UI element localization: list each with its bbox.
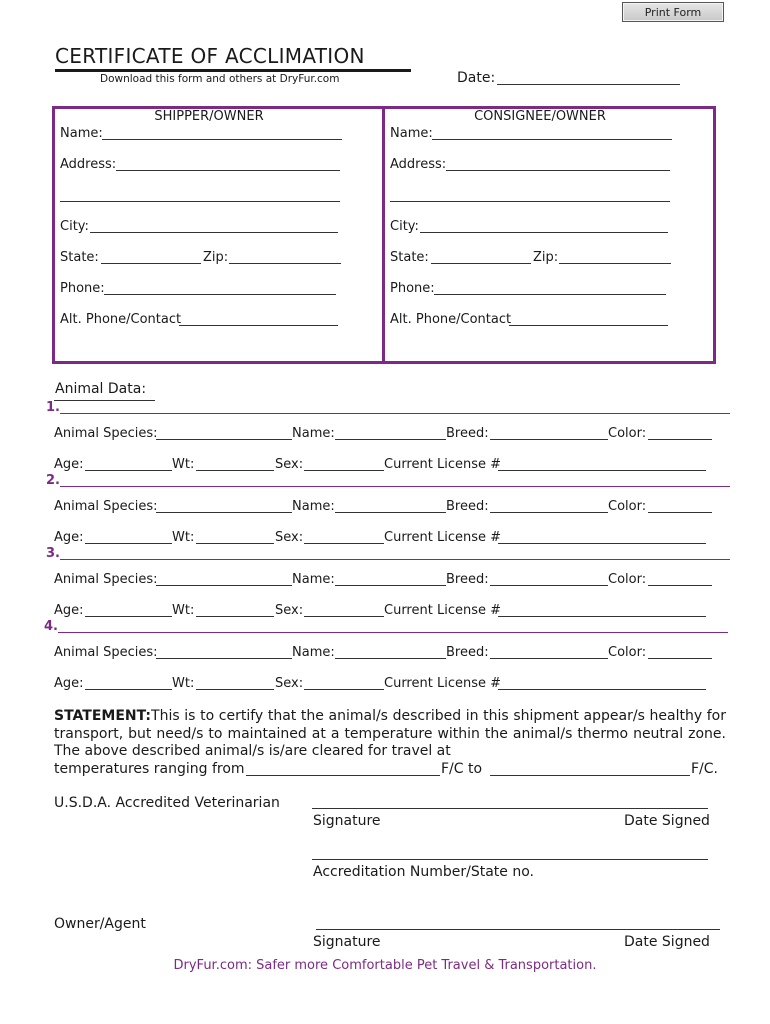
page-title: CERTIFICATE OF ACCLIMATION xyxy=(55,44,365,68)
animal-4-species-field[interactable] xyxy=(156,658,292,659)
shipper-phone-label: Phone: xyxy=(60,281,105,296)
animal-4-age-field[interactable] xyxy=(85,689,172,690)
animal-data-underline xyxy=(54,400,155,401)
shipper-heading: SHIPPER/OWNER xyxy=(154,109,264,124)
shipper-city-field[interactable] xyxy=(90,232,338,233)
animal-4-name-field[interactable] xyxy=(335,658,446,659)
sex-label: Sex: xyxy=(275,530,304,545)
animal-1-species-field[interactable] xyxy=(156,439,292,440)
animal-data-heading: Animal Data: xyxy=(55,381,147,397)
consignee-state-field[interactable] xyxy=(431,263,531,264)
shipper-address-label: Address: xyxy=(60,157,117,172)
owner-agent-label: Owner/Agent xyxy=(54,916,146,932)
temperature-high-field[interactable] xyxy=(490,775,690,776)
shipper-name-field[interactable] xyxy=(102,139,342,140)
consignee-zip-field[interactable] xyxy=(559,263,671,264)
shipper-phone-field[interactable] xyxy=(104,294,336,295)
animal-3-sex-field[interactable] xyxy=(304,616,384,617)
name-label: Name: xyxy=(292,645,335,660)
consignee-alt-phone-field[interactable] xyxy=(509,325,668,326)
consignee-address-field[interactable] xyxy=(446,170,670,171)
animal-1-name-field[interactable] xyxy=(335,439,446,440)
vet-signature-field[interactable] xyxy=(312,808,708,809)
animal-4-color-field[interactable] xyxy=(648,658,712,659)
animal-4-breed-field[interactable] xyxy=(490,658,608,659)
animal-2-species-field[interactable] xyxy=(156,512,292,513)
date-label: Date: xyxy=(457,70,496,86)
shipper-address-field[interactable] xyxy=(116,170,340,171)
temperature-unit-end: F/C. xyxy=(691,761,718,777)
name-label: Name: xyxy=(292,426,335,441)
animal-1-divider xyxy=(60,413,730,414)
consignee-city-field[interactable] xyxy=(420,232,668,233)
animal-2-sex-field[interactable] xyxy=(304,543,384,544)
consignee-name-field[interactable] xyxy=(432,139,672,140)
date-field[interactable] xyxy=(497,84,680,85)
animal-1-age-field[interactable] xyxy=(85,470,172,471)
animal-number-1: 1. xyxy=(46,400,60,415)
owner-signature-field[interactable] xyxy=(316,929,720,930)
shipper-alt-phone-field[interactable] xyxy=(179,325,338,326)
breed-label: Breed: xyxy=(446,426,489,441)
animal-2-name-field[interactable] xyxy=(335,512,446,513)
age-label: Age: xyxy=(54,457,84,472)
sex-label: Sex: xyxy=(275,676,304,691)
age-label: Age: xyxy=(54,530,84,545)
animal-2-age-field[interactable] xyxy=(85,543,172,544)
color-label: Color: xyxy=(608,426,647,441)
animal-3-divider xyxy=(60,559,730,560)
vet-date-signed-caption: Date Signed xyxy=(624,813,710,829)
age-label: Age: xyxy=(54,603,84,618)
consignee-phone-label: Phone: xyxy=(390,281,435,296)
name-label: Name: xyxy=(292,499,335,514)
animal-4-license-field[interactable] xyxy=(498,689,706,690)
shipper-zip-field[interactable] xyxy=(229,263,341,264)
animal-2-divider xyxy=(60,486,730,487)
consignee-address-label: Address: xyxy=(390,157,447,172)
vet-signature-caption: Signature xyxy=(313,813,381,829)
name-label: Name: xyxy=(292,572,335,587)
animal-2-wt-field[interactable] xyxy=(196,543,274,544)
species-label: Animal Species: xyxy=(54,426,158,441)
temperature-low-field[interactable] xyxy=(246,775,440,776)
temperature-unit-to: F/C to xyxy=(441,761,483,777)
breed-label: Breed: xyxy=(446,572,489,587)
animal-2-color-field[interactable] xyxy=(648,512,712,513)
animal-1-license-field[interactable] xyxy=(498,470,706,471)
consignee-alt-phone-label: Alt. Phone/Contact xyxy=(390,312,512,327)
animal-3-name-field[interactable] xyxy=(335,585,446,586)
print-form-button[interactable]: Print Form xyxy=(622,2,724,22)
footer-tagline: DryFur.com: Safer more Comfortable Pet Travel & Transportation. xyxy=(173,958,597,973)
animal-3-wt-field[interactable] xyxy=(196,616,274,617)
animal-number-3: 3. xyxy=(46,546,60,561)
owner-signature-caption: Signature xyxy=(313,934,381,950)
animal-4-divider xyxy=(58,632,728,633)
vet-label: U.S.D.A. Accredited Veterinarian xyxy=(54,795,280,811)
animal-2-breed-field[interactable] xyxy=(490,512,608,513)
wt-label: Wt: xyxy=(172,603,195,618)
shipper-alt-phone-label: Alt. Phone/Contact xyxy=(60,312,182,327)
shipper-zip-label: Zip: xyxy=(203,250,229,265)
consignee-state-label: State: xyxy=(390,250,429,265)
shipper-city-label: City: xyxy=(60,219,89,234)
license-label: Current License # xyxy=(384,457,501,472)
animal-1-wt-field[interactable] xyxy=(196,470,274,471)
color-label: Color: xyxy=(608,499,647,514)
sex-label: Sex: xyxy=(275,603,304,618)
consignee-zip-label: Zip: xyxy=(533,250,559,265)
sex-label: Sex: xyxy=(275,457,304,472)
animal-3-color-field[interactable] xyxy=(648,585,712,586)
species-label: Animal Species: xyxy=(54,572,158,587)
breed-label: Breed: xyxy=(446,499,489,514)
color-label: Color: xyxy=(608,645,647,660)
wt-label: Wt: xyxy=(172,457,195,472)
species-label: Animal Species: xyxy=(54,645,158,660)
wt-label: Wt: xyxy=(172,676,195,691)
license-label: Current License # xyxy=(384,603,501,618)
shipper-name-label: Name: xyxy=(60,126,103,141)
animal-1-sex-field[interactable] xyxy=(304,470,384,471)
accreditation-number-field[interactable] xyxy=(312,859,708,860)
age-label: Age: xyxy=(54,676,84,691)
animal-1-breed-field[interactable] xyxy=(490,439,608,440)
accreditation-caption: Accreditation Number/State no. xyxy=(313,864,535,880)
statement-label: STATEMENT: xyxy=(54,708,152,724)
consignee-phone-field[interactable] xyxy=(434,294,666,295)
license-label: Current License # xyxy=(384,530,501,545)
owner-date-signed-caption: Date Signed xyxy=(624,934,710,950)
animal-3-species-field[interactable] xyxy=(156,585,292,586)
animal-1-color-field[interactable] xyxy=(648,439,712,440)
consignee-address2-field[interactable] xyxy=(390,201,670,202)
consignee-name-label: Name: xyxy=(390,126,433,141)
animal-4-sex-field[interactable] xyxy=(304,689,384,690)
animal-3-breed-field[interactable] xyxy=(490,585,608,586)
statement-text: This is to certify that the animal/s described in this shipment appear/s healthy for transport, but need/s to maintained at a temperature within the animal/s thermo neutral zone. The above described animal/s is/are cleared for travel at xyxy=(54,708,726,759)
shipper-state-field[interactable] xyxy=(101,263,201,264)
shipper-address2-field[interactable] xyxy=(60,201,340,202)
breed-label: Breed: xyxy=(446,645,489,660)
consignee-city-label: City: xyxy=(390,219,419,234)
species-label: Animal Species: xyxy=(54,499,158,514)
statement-paragraph xyxy=(54,708,726,761)
temperature-range-label: temperatures ranging from xyxy=(54,761,245,777)
consignee-heading: CONSIGNEE/OWNER xyxy=(474,109,606,124)
animal-4-wt-field[interactable] xyxy=(196,689,274,690)
shipper-state-label: State: xyxy=(60,250,99,265)
animal-number-4: 4. xyxy=(44,619,58,634)
animal-2-license-field[interactable] xyxy=(498,543,706,544)
wt-label: Wt: xyxy=(172,530,195,545)
license-label: Current License # xyxy=(384,676,501,691)
download-note: Download this form and others at DryFur.com xyxy=(100,73,340,85)
animal-number-2: 2. xyxy=(46,473,60,488)
title-underline xyxy=(55,69,411,72)
animal-3-license-field[interactable] xyxy=(498,616,706,617)
animal-3-age-field[interactable] xyxy=(85,616,172,617)
color-label: Color: xyxy=(608,572,647,587)
